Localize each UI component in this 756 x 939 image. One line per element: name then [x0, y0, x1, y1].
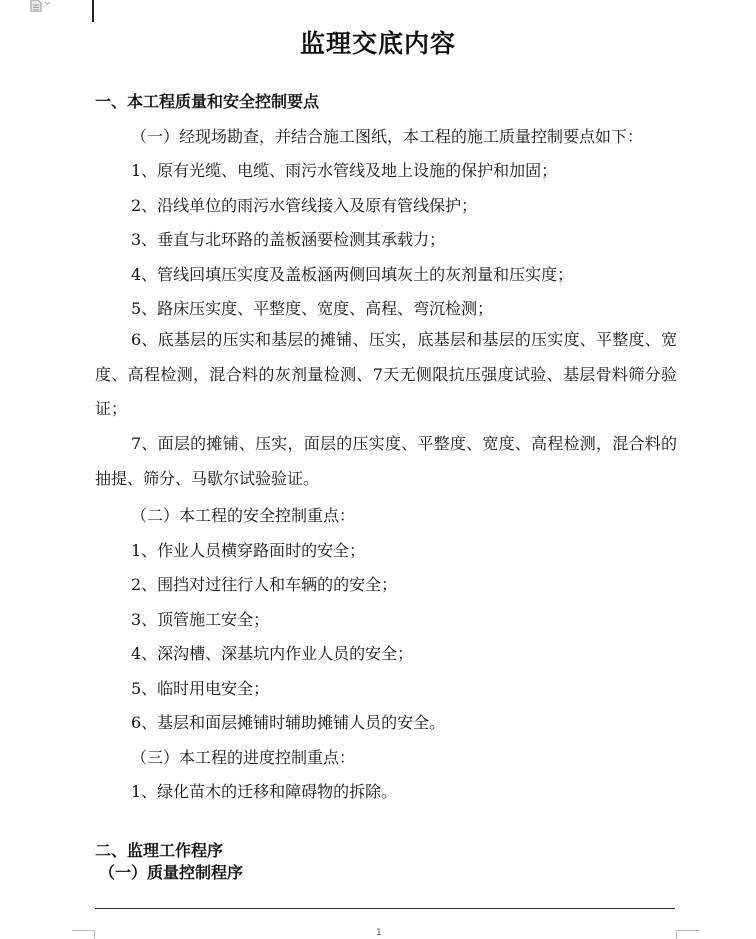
safety-subheading: （二）本工程的安全控制重点： [131, 506, 356, 525]
safety-item-5: 5、临时用电安全； [131, 679, 270, 698]
quality-item-3: 3、垂直与北环路的盖板涵要检测其承载力； [131, 230, 446, 249]
safety-item-6: 6、基层和面层摊铺时辅助摊铺人员的安全。 [131, 713, 446, 732]
section-2-heading: 二、监理工作程序 [95, 841, 224, 860]
quality-item-4: 4、管线回填压实度及盖板涵两侧回填灰土的灰剂量和压实度； [131, 265, 574, 284]
quality-item-2: 2、沿线单位的雨污水管线接入及原有管线保护； [131, 196, 478, 215]
section-2-subheading: （一）质量控制程序 [99, 863, 244, 882]
progress-item-1: 1、绿化苗木的迁移和障碍物的拆除。 [131, 782, 398, 801]
page-number: 1 [376, 928, 382, 938]
safety-item-3: 3、顶管施工安全； [131, 610, 270, 629]
document-title: 监理交底内容 [299, 29, 456, 58]
chevron-down-icon [44, 0, 51, 6]
safety-item-4: 4、深沟槽、深基坑内作业人员的安全； [131, 644, 414, 663]
text-cursor [92, 0, 94, 22]
footer-divider [95, 908, 675, 909]
quality-item-5: 5、路床压实度、平整度、宽度、高程、弯沉检测； [131, 299, 494, 318]
quality-subheading: （一）经现场勘查，并结合施工图纸，本工程的施工质量控制要点如下： [131, 127, 644, 146]
safety-item-1: 1、作业人员横穿路面时的安全； [131, 541, 366, 560]
section-1-heading: 一、本工程质量和安全控制要点 [95, 92, 320, 111]
quality-item-7: 7、面层的摊铺、压实，面层的压实度、平整度、宽度、高程检测，混合料的抽提、筛分、马歇尔试验验证。 [95, 434, 677, 488]
quality-item-1: 1、原有光缆、电缆、雨污水管线及地上设施的保护和加固； [131, 161, 558, 180]
page-icon [30, 0, 42, 12]
document-menu-icon[interactable] [30, 0, 58, 12]
safety-item-2: 2、围挡对过往行人和车辆的的安全； [131, 575, 398, 594]
progress-subheading: （三）本工程的进度控制重点： [131, 748, 356, 767]
quality-item-6: 6、底基层的压实和基层的摊铺、压实，底基层和基层的压实度、平整度、宽度、高程检测，混合料的灰剂量检测、7天无侧限抗压强度试验、基层骨料筛分验证； [95, 330, 677, 418]
